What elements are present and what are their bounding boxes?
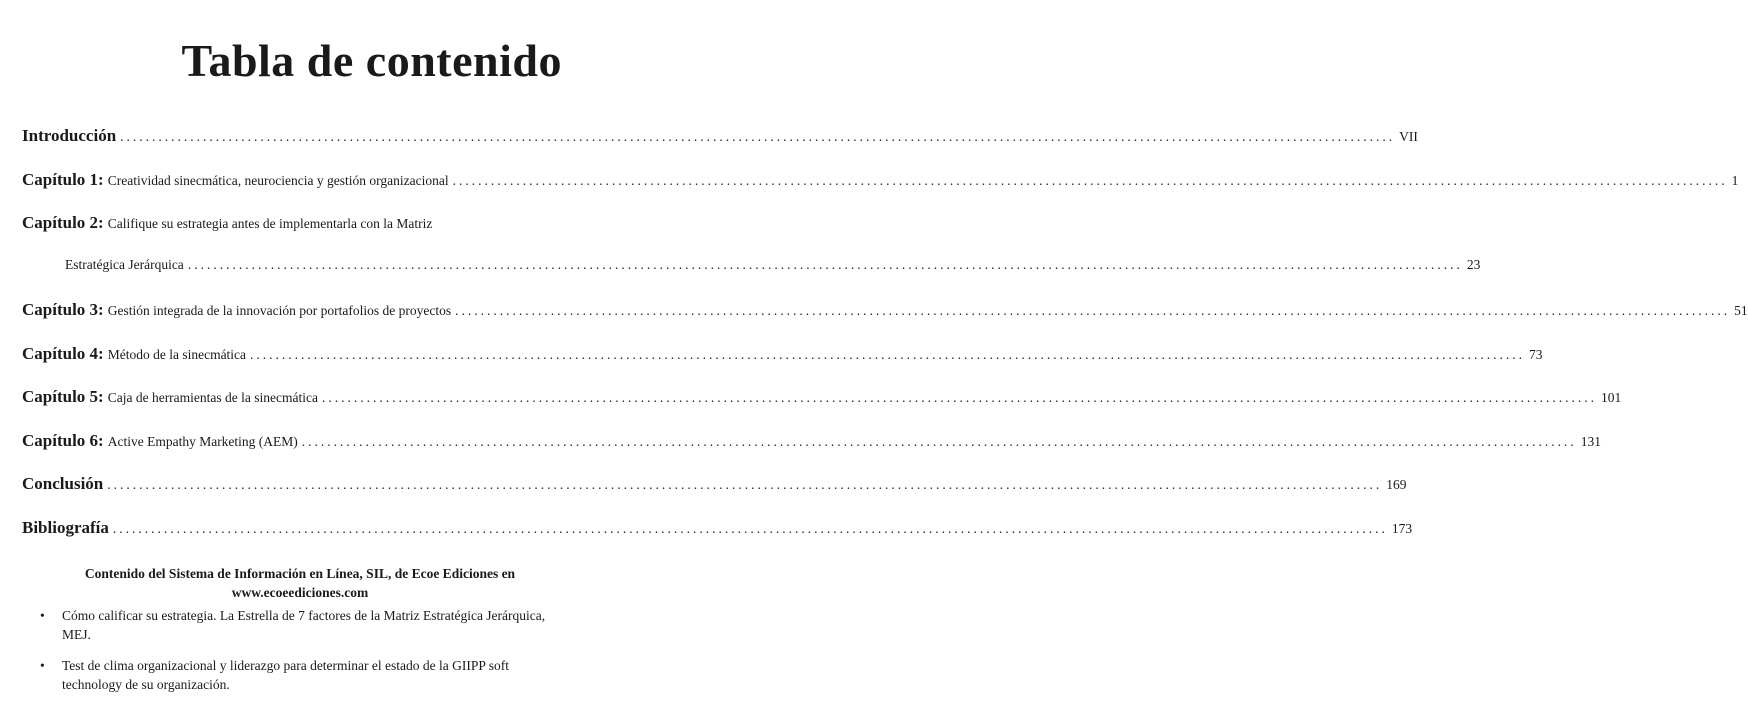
toc-entry (22, 300, 1748, 344)
toc-entry-title: Gestión integrada de la innovación por portafolios de proyectos (107, 303, 452, 318)
list-item-text: Test de clima organizacional y liderazgo para determinar el estado de la GIIPP soft technology de su organización. (62, 658, 510, 692)
toc-entry-heading: Bibliografía (22, 517, 109, 537)
bullet-icon: • (40, 608, 45, 623)
toc-page-number: 173 (1391, 520, 1413, 536)
list-item (40, 656, 564, 694)
toc-entry (22, 387, 1622, 431)
toc-entry (22, 126, 1418, 170)
toc-page-number: 101 (1601, 390, 1622, 405)
toc-entry-heading: Introducción (22, 126, 117, 145)
toc-dot-leader: ........................................................................................................................................................................................................ (301, 433, 1577, 449)
toc-page-number: VII (1399, 129, 1418, 144)
toc-dot-leader: ........................................................................................................................................................................................................ (250, 346, 1526, 362)
online-content-url: www.ecoeediciones.com (231, 585, 369, 600)
toc-entry-heading: Capítulo 5: (22, 387, 104, 406)
toc-entry-title: Califique su estrategia antes de implementarla con la Matriz (107, 216, 433, 231)
online-content-list (40, 606, 564, 706)
toc-entry-title: Active Empathy Marketing (AEM) (107, 433, 298, 449)
toc-entry (22, 517, 1413, 562)
toc-dot-leader: ........................................................................................................................................................................................................ (452, 172, 1728, 188)
toc-dot-leader: ........................................................................................................................................................................................................ (107, 477, 1383, 492)
toc-page-number: 51 (1734, 303, 1748, 318)
toc-dot-leader: ........................................................................................................................................................................................................ (112, 520, 1388, 536)
table-of-contents (22, 126, 1748, 561)
toc-entry (22, 343, 1543, 388)
toc-entry-heading: Capítulo 4: (22, 343, 104, 363)
toc-entry (22, 213, 562, 257)
toc-dot-leader: ........................................................................................................................................................................................................ (322, 390, 1597, 405)
toc-dot-leader: ........................................................................................................................................................................................................ (455, 303, 1731, 318)
toc-entry-title: Estratégica Jerárquica (65, 256, 184, 272)
toc-page-number: 1 (1731, 172, 1739, 188)
list-item (40, 606, 564, 644)
toc-dot-leader: ........................................................................................................................................................................................................ (187, 256, 1463, 272)
bullet-icon: • (40, 658, 45, 673)
toc-page-number: 73 (1529, 346, 1543, 362)
toc-page-number: 23 (1466, 256, 1481, 272)
toc-entry-title: Creatividad sinecmática, neurociencia y gestión organizacional (107, 172, 449, 188)
page-title: Tabla de contenido (181, 35, 562, 86)
toc-entry-heading: Conclusión (22, 474, 104, 493)
toc-entry-title: Caja de herramientas de la sinecmática (107, 390, 318, 405)
toc-entry (22, 474, 1407, 518)
toc-entry (22, 430, 1602, 475)
toc-entry (22, 169, 1739, 214)
toc-entry-heading: Capítulo 3: (22, 300, 104, 319)
toc-entry-title: Método de la sinecmática (107, 346, 247, 362)
toc-page-number: 169 (1386, 477, 1407, 492)
toc-page-number: 131 (1580, 433, 1602, 449)
toc-entry-heading: Capítulo 1: (22, 169, 104, 189)
toc-entry-heading: Capítulo 2: (22, 213, 104, 232)
toc-dot-leader: ........................................................................................................................................................................................................ (120, 129, 1396, 144)
toc-entry (22, 256, 1481, 301)
online-content-heading (40, 564, 560, 602)
list-item-text: Cómo calificar su estrategia. La Estrella de 7 factores de la Matriz Estratégica Jerárquica, MEJ. (62, 608, 546, 642)
online-content-line: Contenido del Sistema de Información en Línea, SIL, de Ecoe Ediciones en (84, 566, 516, 581)
toc-entry-heading: Capítulo 6: (22, 430, 104, 450)
